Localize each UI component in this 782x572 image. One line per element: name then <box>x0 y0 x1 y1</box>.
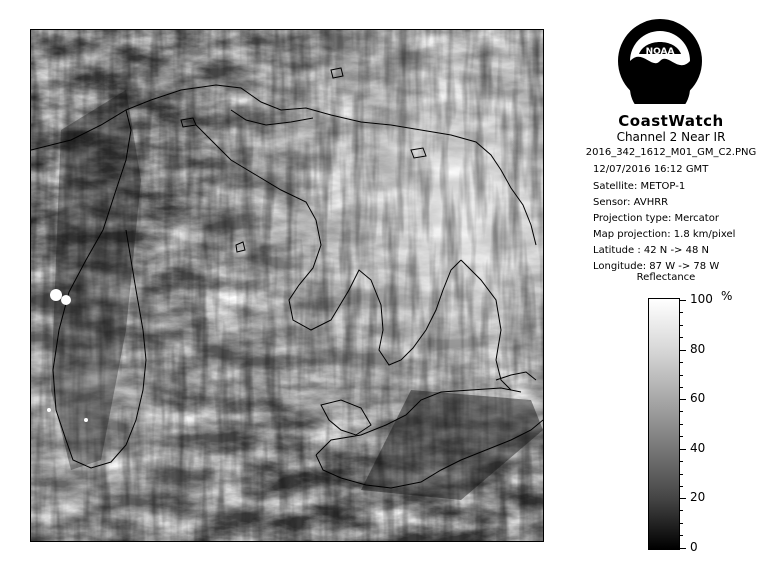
datetime-text: 12/07/2016 16:12 GMT <box>593 164 709 175</box>
colorbar-minor-tick <box>680 325 683 326</box>
colorbar-minor-tick <box>680 486 683 487</box>
satellite-canvas <box>31 30 543 541</box>
colorbar-minor-tick <box>680 474 683 475</box>
colorbar-tick-label: 0 <box>690 540 698 554</box>
colorbar-tick <box>680 548 686 549</box>
colorbar-minor-tick <box>680 375 683 376</box>
colorbar-title: Reflectance <box>636 272 696 283</box>
colorbar-minor-tick <box>680 312 683 313</box>
colorbar-tick <box>680 300 686 301</box>
logo-text: NOAA <box>645 47 675 57</box>
colorbar-minor-tick <box>680 461 683 462</box>
colorbar-minor-tick <box>680 436 683 437</box>
map-projection-text: Map projection: 1.8 km/pixel <box>593 229 736 240</box>
colorbar-unit: % <box>721 289 733 303</box>
colorbar-tick-label: 20 <box>690 490 706 504</box>
colorbar-minor-tick <box>680 523 683 524</box>
colorbar-minor-tick <box>680 337 683 338</box>
colorbar-minor-tick <box>680 387 683 388</box>
file-name: 2016_342_1612_M01_GM_C2.PNG <box>585 147 757 158</box>
reflectance-colorbar <box>648 298 680 550</box>
projection-type-text: Projection type: Mercator <box>593 213 719 224</box>
latitude-text: Latitude : 42 N -> 48 N <box>593 245 709 256</box>
panel-title: CoastWatch <box>618 112 724 130</box>
channel-label: Channel 2 Near IR <box>616 130 726 144</box>
satellite-image <box>30 29 544 542</box>
satellite-text: Satellite: METOP-1 <box>593 181 686 192</box>
colorbar-minor-tick <box>680 510 683 511</box>
sensor-text: Sensor: AVHRR <box>593 197 669 208</box>
colorbar-minor-tick <box>680 535 683 536</box>
colorbar-minor-tick <box>680 424 683 425</box>
longitude-text: Longitude: 87 W -> 78 W <box>593 261 720 272</box>
colorbar-tick-label: 80 <box>690 342 706 356</box>
colorbar-tick <box>680 498 686 499</box>
colorbar-tick-label: 60 <box>690 391 706 405</box>
colorbar-tick <box>680 449 686 450</box>
noaa-logo-icon <box>617 18 703 104</box>
colorbar-minor-tick <box>680 362 683 363</box>
colorbar-tick-label: 100 <box>690 292 713 306</box>
colorbar-tick-label: 40 <box>690 441 706 455</box>
colorbar-tick <box>680 350 686 351</box>
colorbar-tick <box>680 399 686 400</box>
colorbar-minor-tick <box>680 411 683 412</box>
